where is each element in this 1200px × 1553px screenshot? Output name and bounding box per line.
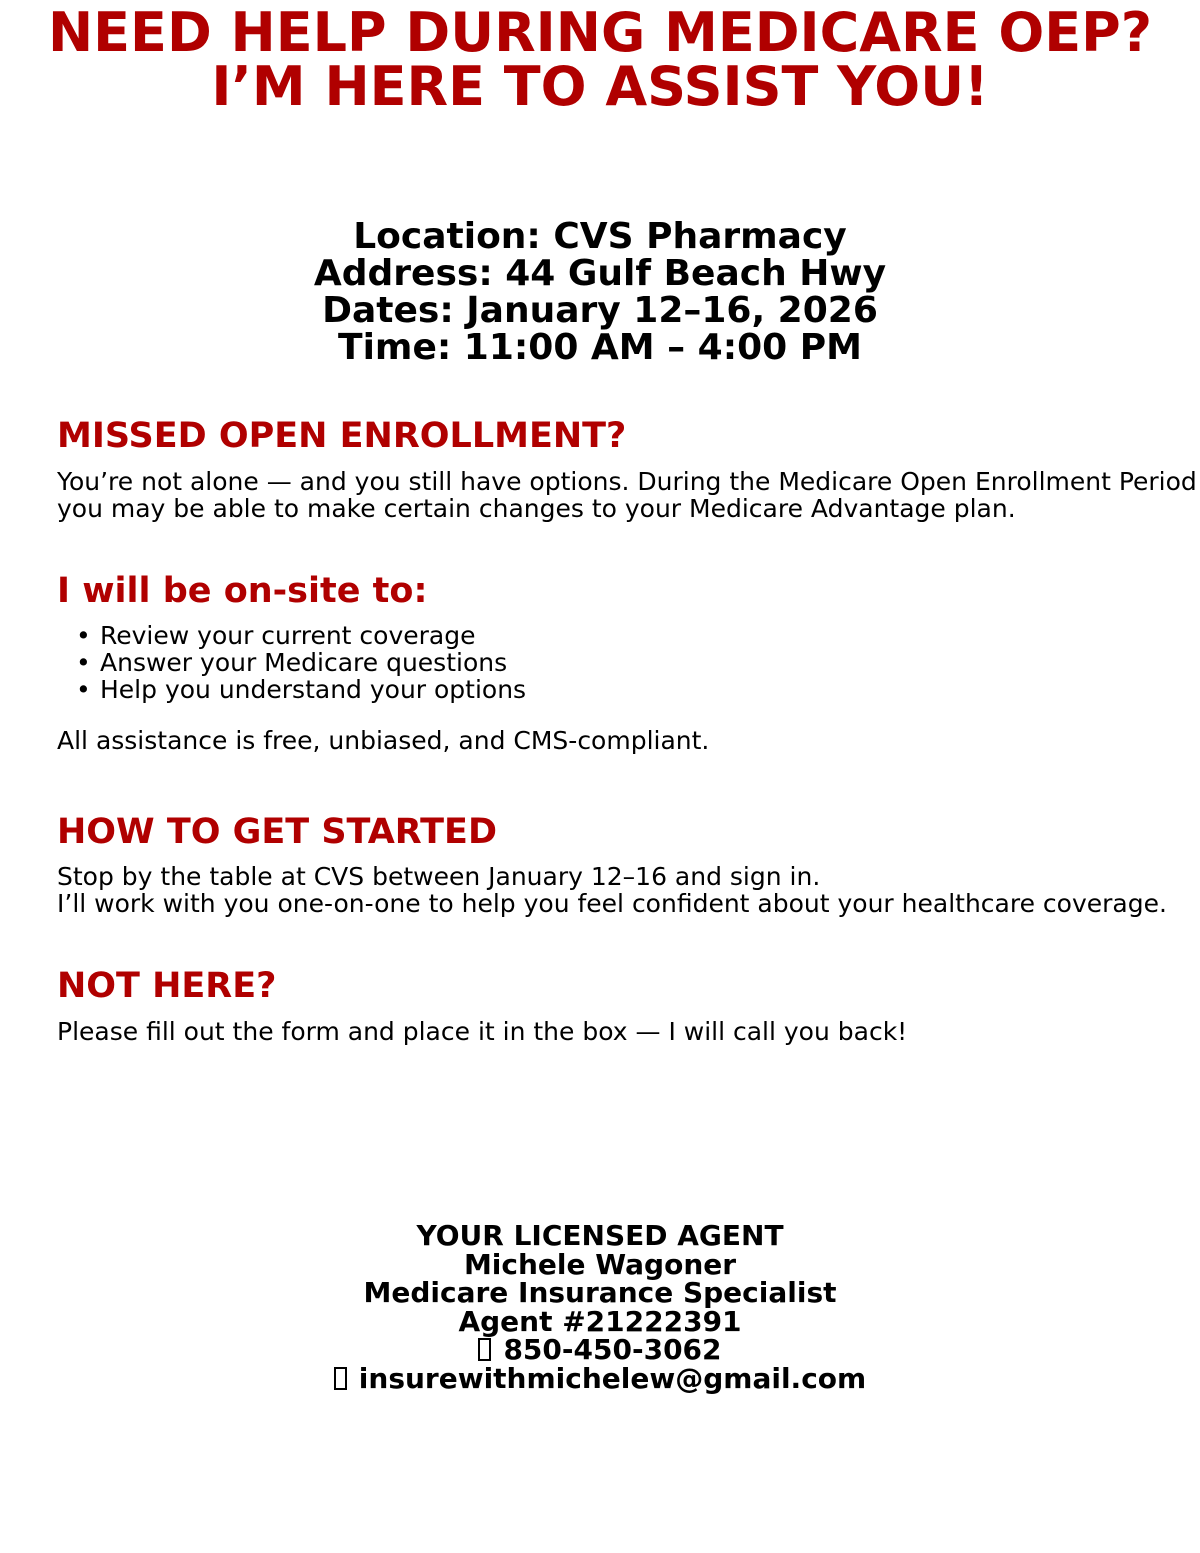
get-started-line-2: I’ll work with you one-on-one to help you feel confident about your healthcare coverage. xyxy=(57,889,1167,917)
missed-enrollment-line-2: you may be able to make certain changes to your Medicare Advantage plan. xyxy=(57,494,1016,522)
missed-enrollment-text xyxy=(57,468,1200,522)
missed-enrollment-heading: MISSED OPEN ENROLLMENT? xyxy=(57,416,627,456)
headline-line-1: NEED HELP DURING MEDICARE OEP? xyxy=(47,1,1153,64)
onsite-note: All assistance is free, unbiased, and CMS-compliant. xyxy=(57,727,710,754)
bullet-icon: • xyxy=(76,648,91,677)
event-address: Address: 44 Gulf Beach Hwy xyxy=(313,253,887,294)
onsite-heading: I will be on-site to: xyxy=(57,571,428,611)
list-item-text: Help you understand your options xyxy=(100,675,527,704)
agent-phone-row xyxy=(0,1333,1200,1366)
list-item xyxy=(76,649,526,676)
missed-enrollment-line-1: You’re not alone — and you still have options. During the Medicare Open Enrollment Period xyxy=(57,468,1197,496)
agent-name: Michele Wagoner xyxy=(463,1247,737,1281)
event-location: Location: CVS Pharmacy xyxy=(353,216,847,257)
list-item-text: Answer your Medicare questions xyxy=(100,648,508,677)
not-here-heading: NOT HERE? xyxy=(57,966,277,1006)
agent-email-row xyxy=(0,1361,1200,1395)
bullet-icon: • xyxy=(76,675,91,704)
event-time: Time: 11:00 AM – 4:00 PM xyxy=(338,327,862,368)
agent-title: YOUR LICENSED AGENT xyxy=(416,1219,784,1252)
agent-block xyxy=(0,1219,1200,1395)
agent-number: Agent #21222391 xyxy=(458,1304,742,1338)
agent-phone[interactable]: 850-450-3062 xyxy=(503,1333,722,1366)
not-here-text: Please fill out the form and place it in the box — I will call you back! xyxy=(57,1018,908,1045)
get-started-text xyxy=(57,863,1200,917)
agent-role: Medicare Insurance Specialist xyxy=(363,1276,837,1309)
bullet-icon: • xyxy=(76,621,91,650)
list-item-text: Review your current coverage xyxy=(100,621,476,650)
event-dates: Dates: January 12–16, 2026 xyxy=(322,290,878,331)
list-item xyxy=(76,622,526,649)
get-started-heading: HOW TO GET STARTED xyxy=(57,812,498,852)
get-started-line-1: Stop by the table at CVS between January 12–16 and sign in. xyxy=(57,863,821,891)
list-item xyxy=(76,676,526,703)
headline-line-2: I’M HERE TO ASSIST YOU! xyxy=(211,55,989,118)
headline xyxy=(0,1,1200,118)
email-icon xyxy=(334,1367,347,1390)
phone-icon xyxy=(478,1338,491,1361)
onsite-list xyxy=(76,622,526,703)
event-info xyxy=(0,218,1200,366)
agent-email[interactable]: insurewithmichelew@gmail.com xyxy=(358,1361,867,1395)
